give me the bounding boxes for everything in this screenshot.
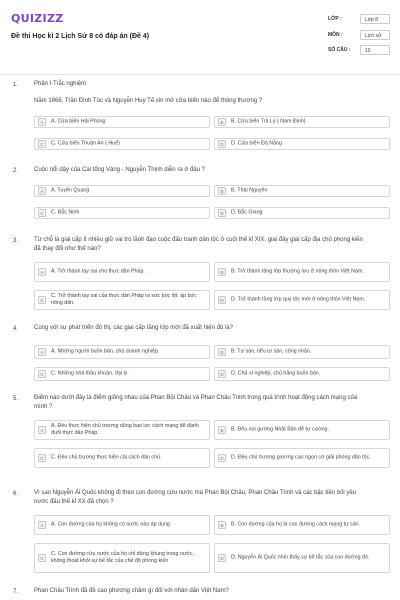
question-number: 2. [13,168,19,174]
meta-grade-label: LỚP : [328,16,342,22]
meta-subject-value: Lịch sử [360,30,390,40]
header [0,0,400,72]
option-c[interactable] [34,138,210,150]
option-letter: D [218,454,226,462]
option-text: C. Đều chủ trương thực hiện cải cách dân chủ. [51,454,162,461]
option-text: C. Con đường cứu nước của họ chỉ dừng khung trong nước, không thoát khỏi sự bế tắc của chế độ phong kiến [51,551,194,564]
option-c[interactable] [34,448,210,468]
question-number: 1. [13,82,19,88]
question-text: Phan Châu Trinh đã đề cao phương châm gì đối với nhân dân Việt Nam? [34,588,229,594]
option-letter: A [38,348,46,356]
option-letter: C [38,370,46,378]
option-text: B. Tư sản, tiểu tư sản, công nhân. [231,348,312,355]
option-text: C. Cửa biển Thuận An ( Huế) [51,140,120,147]
option-letter: B [218,118,226,126]
option-text: C. Trở thành tay sai của thực dân Pháp ra sức bóc lột, áp bức nông dân. [51,293,197,306]
option-text: A. Con đường của họ không có nước nào áp dụng [51,521,170,528]
option-b[interactable] [214,345,390,359]
meta-subject [328,30,390,41]
option-a[interactable] [34,262,210,282]
option-letter: A [38,268,46,276]
option-letter: C [38,296,46,304]
question-number: 6. [13,491,19,497]
option-a[interactable] [34,116,210,128]
option-letter: B [218,348,226,356]
option-c[interactable] [34,207,210,219]
option-a[interactable] [34,345,210,359]
document-title: Đề thi Học kì 2 Lịch Sử 8 có đáp án (Đề 4) [11,33,150,40]
question-number: 7. [13,589,19,595]
option-a[interactable] [34,185,210,197]
option-text: D. Bắc Giang [231,209,263,216]
question-text: Vì sao Nguyễn Ái Quốc không đi theo con đường cứu nước mà Phan Bội Châu, Phan Châu Trinh và các bậc tiền bối yêu nước đầu thế kỉ XX đã chọn ? [34,490,357,505]
option-text: D. Trở thành tầng lớp quý tộc mới ở nông thôn Việt Nam. [231,296,366,303]
option-c[interactable] [34,290,210,310]
option-a[interactable] [34,515,210,535]
option-letter: A [38,187,46,195]
option-letter: A [38,521,46,529]
option-c[interactable] [34,367,210,381]
option-text: A. Cửa biển Hải Phòng [51,118,106,125]
question-number: 5. [13,396,19,402]
question-number: 4. [13,326,19,332]
option-letter: C [38,454,46,462]
option-text: C. Bắc Ninh [51,209,80,216]
option-letter: D [218,209,226,217]
question-text: Từ chỗ là giai cấp ít nhiều giữ vai trò lãnh đạo cuộc đấu tranh dân tộc ở cuối thế kỉ XIX, giai đây giai cấp địa chủ phong kiến đã thay đổi như thế nào? [34,237,363,252]
option-text: D. Đều chủ trương giương cao ngọn cờ giải phóng dân tộc. [231,454,371,461]
option-letter: A [38,426,46,434]
option-letter: D [218,370,226,378]
header-divider [0,74,400,75]
meta-count-value: 10 [360,45,390,55]
meta-grade-value: Lớp 8 [360,14,390,24]
option-text: A. Những người buôn bán, chủ doanh nghiệp. [51,348,160,355]
option-b[interactable] [214,420,390,440]
option-letter: B [218,426,226,434]
meta-count [328,45,390,56]
option-letter: D [218,140,226,148]
option-d[interactable] [214,138,390,150]
option-text: B. Đều noi gương Nhật Bản để tự cường. [231,426,329,433]
option-text: D. Cửa biển Đà Nẵng [231,140,282,147]
option-letter: B [218,268,226,276]
question-text: Năm 1868, Trần Đình Túc và Nguyễn Huy Tế xin mở cửa biển nào để thông thương ? [34,98,263,104]
option-b[interactable] [214,515,390,535]
option-d[interactable] [214,290,390,310]
option-d[interactable] [214,448,390,468]
option-letter: C [38,209,46,217]
section-heading: Phần I.Trắc nghiệm [34,81,87,87]
option-text: B. Thái Nguyên [231,187,268,194]
option-text: B. Con đường của họ là con đường cách mạng tư sản [231,521,359,528]
meta-count-label: SỐ CÂU : [328,47,351,53]
option-text: C. Những nhà thầu khoán, đại lý. [51,370,129,377]
option-text: A. Trở thành tay sai cho thực dân Pháp. [51,268,145,275]
option-letter: D [218,296,226,304]
option-text: B. Cửa biển Trà Lý ( Nam Định) [231,118,306,125]
question-text: Cùng với sự phát triển đô thị, các giai cấp tầng lớp mới đã xuất hiện đó là? [34,325,233,331]
option-b[interactable] [214,262,390,282]
option-letter: C [38,140,46,148]
option-b[interactable] [214,116,390,128]
meta-subject-label: MÔN : [328,32,343,38]
option-text: D. Chủ xí nghiệp, chủ hãng buôn bán. [231,370,321,377]
option-text: A. Đều thực hiện chủ trương dùng bạo lực cách mạng để đánh đuổi thực dân Pháp. [51,423,199,436]
question-text: Cuộc nổi dậy của Cai tổng Vàng - Nguyễn Thịnh diễn ra ở đâu ? [34,167,205,173]
option-letter: B [218,521,226,529]
meta-grade [328,14,390,25]
question-text: Điểm nào dưới đây là điểm giống nhau của Phan Bội Châu và Phan Châu Trinh trong quá trình hoạt động cách mạng của mình ? [34,395,358,410]
option-c[interactable] [34,543,210,573]
option-b[interactable] [214,185,390,197]
option-d[interactable] [214,543,390,573]
option-letter: B [218,187,226,195]
question-number: 3. [13,238,19,244]
option-letter: A [38,118,46,126]
option-letter: C [38,554,46,562]
option-text: D. Nguyễn Ái Quốc nhìn thấy sự bế tắc của con đường đó. [231,554,370,561]
option-d[interactable] [214,207,390,219]
option-a[interactable] [34,420,210,440]
option-text: B. Trở thành tầng lớp thượng lưu ở nông thôn Việt Nam. [231,268,364,275]
option-letter: D [218,554,226,562]
option-d[interactable] [214,367,390,381]
quizizz-logo: QUIZIZZ [11,12,64,25]
option-text: A. Tuyên Quang [51,187,90,194]
